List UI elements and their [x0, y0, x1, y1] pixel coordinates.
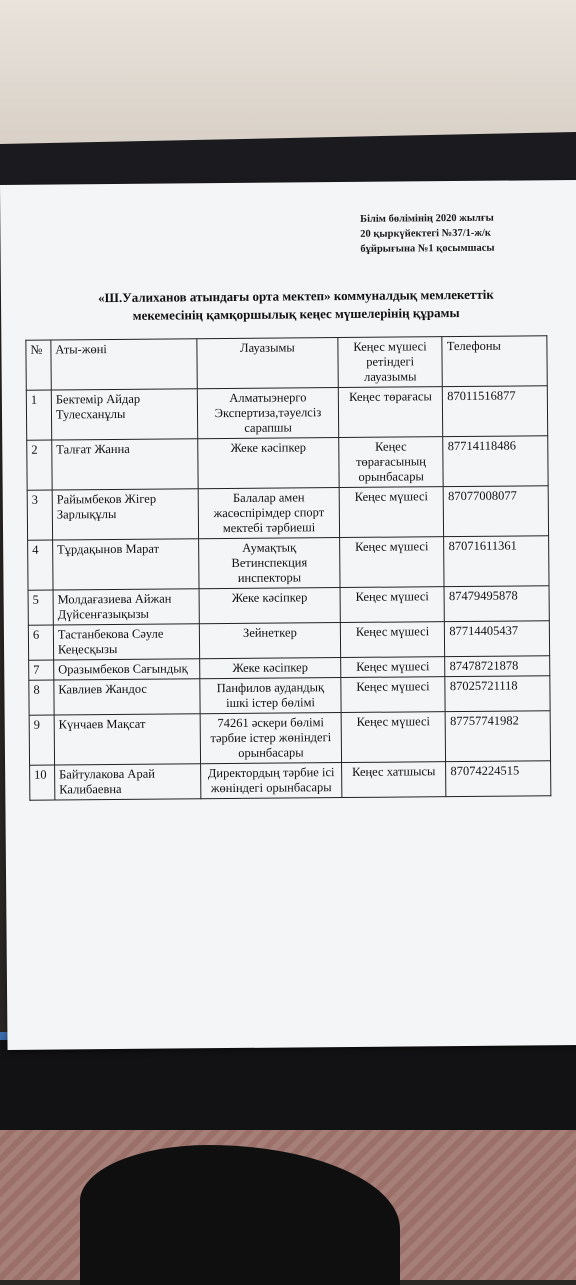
cell-role: Кеңес мүшесі — [339, 537, 444, 588]
appendix-line-3: бұйрығына №1 қосымшасы — [360, 242, 495, 255]
cell-role: Кеңес мүшесі — [341, 677, 446, 713]
table-row — [29, 711, 550, 766]
cell-role: Кеңес мүшесі — [340, 587, 445, 623]
document-page — [0, 180, 576, 1050]
cell-role: Кеңес мүшесі — [340, 657, 445, 678]
col-header-position: Лауазымы — [197, 338, 338, 389]
title-line-1: «Ш.Уалиханов атындағы орта мектеп» коммуналдық мемлекеттік — [98, 286, 494, 306]
cell-name: Талғат Жанна — [52, 439, 199, 490]
cell-role: Кеңес хатшысы — [341, 762, 446, 798]
table-row — [27, 486, 548, 541]
background-wall — [0, 0, 576, 150]
cell-name: Молдағазиева Айжан Дүйсенғазықызы — [53, 589, 200, 625]
cell-number: 4 — [28, 540, 53, 590]
cell-position: Балалар амен жасөспірімдер спорт мектебі тәрбиеші — [198, 488, 339, 539]
cell-number: 8 — [29, 680, 54, 715]
table-row — [28, 586, 549, 626]
cell-number: 2 — [27, 440, 52, 490]
cell-phone: 87478721878 — [445, 656, 550, 677]
cell-name: Райымбеков Жігер Зарлықұлы — [52, 489, 199, 540]
col-header-name: Аты-жөні — [51, 339, 198, 390]
cell-number: 5 — [28, 590, 53, 625]
cell-phone: 87714405437 — [445, 621, 550, 657]
cell-number: 10 — [30, 765, 55, 800]
cell-role: Кеңес мүшесі — [340, 622, 445, 658]
cell-phone: 87011516877 — [443, 386, 548, 437]
cell-position: Панфилов аудандық ішкі істер бөлімі — [200, 678, 341, 714]
cell-phone: 87074224515 — [446, 761, 551, 797]
members-table — [25, 335, 551, 801]
cell-position: Жеке кәсіпкер — [199, 588, 340, 624]
cell-name: Оразымбеков Сағындық — [54, 659, 200, 680]
cell-name: Бектемір Айдар Тулесханұлы — [51, 389, 198, 440]
table-row — [30, 761, 551, 801]
appendix-header — [360, 211, 495, 257]
cell-number: 1 — [26, 390, 51, 440]
table-row — [29, 676, 550, 716]
cell-role: Кеңес мүшесі — [341, 712, 446, 763]
cell-position: 74261 әскери бөлімі тәрбие істер жөніндегі орынбасары — [200, 713, 341, 764]
cell-name: Тұрдақынов Марат — [53, 539, 200, 590]
cell-number: 7 — [29, 660, 54, 680]
cell-role: Кеңес төрағасы — [338, 387, 443, 438]
cell-position: Зейнеткер — [200, 623, 341, 659]
cell-phone: 87077008077 — [444, 486, 549, 537]
cell-role: Кеңес мүшесі — [339, 487, 444, 538]
cell-phone: 87025721118 — [445, 676, 550, 712]
cell-phone: 87714118486 — [443, 436, 548, 487]
cell-name: Кавлиев Жандос — [54, 679, 201, 715]
cell-position: Аумақтық Ветинспекция инспекторы — [199, 538, 340, 589]
title-line-2: мекемесінің қамқоршылық кеңес мүшелерінің құрамы — [132, 304, 460, 323]
cell-position: Директордың тәрбие ісі жөніндегі орынбасары — [201, 763, 342, 799]
cell-number: 6 — [28, 625, 53, 660]
appendix-line-2: 20 қыркүйектегі №37/1-ж/к — [360, 227, 491, 240]
table-row — [28, 536, 549, 591]
col-header-phone: Телефоны — [442, 336, 547, 387]
cell-name: Тастанбекова Сәуле Кеңесқызы — [53, 624, 200, 660]
cell-phone: 87757741982 — [446, 711, 551, 762]
cell-position: Алматыэнерго Экспертиза,тәуелсіз сарапшы — [197, 388, 338, 439]
cell-number: 3 — [27, 490, 52, 540]
cell-position: Жеке кәсіпкер — [200, 658, 341, 679]
table-row — [28, 621, 549, 661]
appendix-line-1: Білім бөлімінің 2020 жылғы — [360, 212, 494, 225]
cell-role: Кеңес төрағасының орынбасары — [339, 437, 444, 488]
cell-name: Байтулакова Арай Калибаевна — [55, 764, 202, 800]
table-row — [27, 436, 548, 491]
cell-number: 9 — [29, 715, 54, 765]
table-row — [26, 386, 547, 441]
table-header-row — [26, 336, 547, 391]
document-title — [61, 285, 531, 325]
cell-name: Күнчаев Мақсат — [54, 714, 201, 765]
col-header-number: № — [26, 340, 51, 390]
col-header-role: Кеңес мүшесі ретіндегі лауазымы — [338, 337, 443, 388]
cell-phone: 87479495878 — [444, 586, 549, 622]
cell-position: Жеке кәсіпкер — [198, 438, 339, 489]
cell-phone: 87071611361 — [444, 536, 549, 587]
